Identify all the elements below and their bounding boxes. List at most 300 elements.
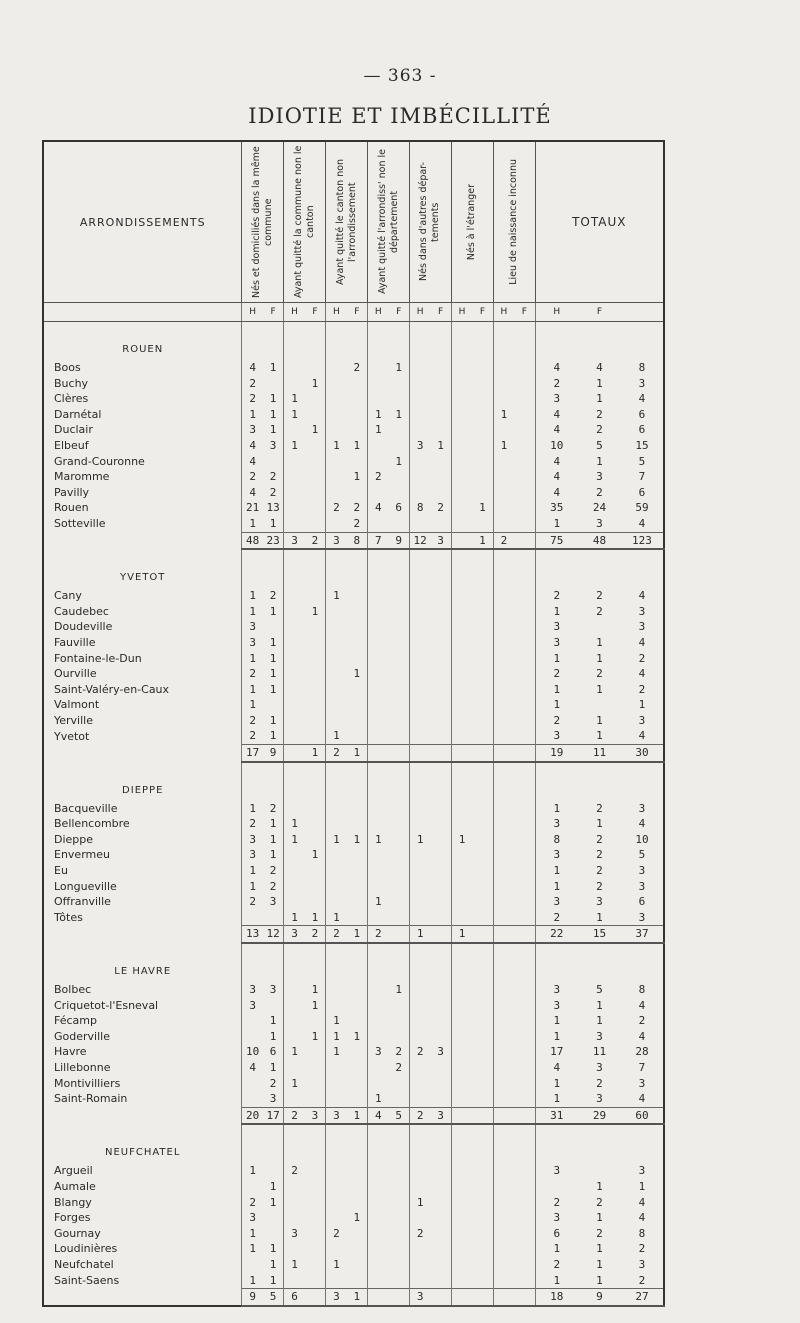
commune-name: Neufchatel — [54, 1257, 114, 1271]
total-f: 2 — [596, 1076, 603, 1090]
column-header: Nés dans d'autres dépar-tements — [409, 141, 451, 303]
value-cell — [409, 454, 430, 470]
value-cell — [409, 619, 430, 635]
value-cell: 2 — [269, 879, 277, 893]
commune-name: Saint-Valéry-en-Caux — [54, 682, 170, 696]
value-cell — [451, 469, 472, 485]
value-cell: 3 — [242, 982, 263, 998]
value-cell — [451, 816, 472, 832]
value-cell: 4 — [242, 454, 263, 470]
value-cell — [389, 697, 410, 713]
total-sum: 28 — [635, 1045, 649, 1059]
value-cell: 2 — [368, 469, 389, 485]
arrondissement-name: ROUEN — [122, 344, 164, 355]
value-cell: 1 — [451, 926, 472, 943]
total-h: 1 — [535, 651, 578, 667]
total-f: 1 — [596, 713, 603, 727]
value-cell — [305, 1060, 326, 1076]
value-cell — [409, 588, 430, 604]
value-cell: 1 — [353, 470, 361, 484]
value-cell — [472, 816, 493, 832]
total-f: 1 — [596, 651, 603, 665]
blank-cell — [535, 1124, 578, 1163]
total-sum: 4 — [638, 1092, 646, 1106]
value-cell — [514, 1044, 535, 1060]
value-cell — [430, 1195, 451, 1211]
value-cell — [284, 998, 305, 1014]
value-cell — [347, 485, 368, 501]
total-f — [578, 697, 621, 713]
value-cell — [472, 863, 493, 879]
blank-cell — [451, 1124, 472, 1163]
value-cell: 2 — [326, 926, 347, 943]
value-cell — [409, 697, 430, 713]
arrondissement-name: DIEPPE — [122, 784, 164, 796]
table-row — [43, 910, 664, 926]
value-cell — [493, 1195, 514, 1211]
blank-cell — [472, 762, 493, 801]
blank-cell — [493, 762, 514, 801]
value-cell — [409, 982, 430, 998]
value-cell — [305, 407, 326, 423]
total-sum: 8 — [638, 983, 646, 996]
value-cell — [472, 894, 493, 910]
value-cell — [514, 1060, 535, 1076]
value-cell — [451, 982, 472, 998]
commune-name — [43, 1289, 242, 1306]
blank-cell — [409, 943, 430, 982]
value-cell — [347, 1013, 368, 1029]
value-cell: 1 — [353, 1029, 361, 1043]
total-sum: 3 — [638, 910, 646, 924]
value-cell — [305, 816, 326, 832]
value-cell — [451, 1044, 472, 1060]
value-cell — [493, 651, 514, 667]
value-cell — [305, 1091, 326, 1107]
blank-cell — [451, 549, 472, 588]
value-cell — [493, 1289, 514, 1306]
value-cell — [451, 1107, 472, 1124]
hf-header-row — [43, 303, 664, 322]
value-cell — [472, 1076, 493, 1092]
total-sum: 6 — [638, 485, 646, 499]
table-row — [43, 832, 664, 848]
value-cell — [284, 1195, 305, 1211]
total-h: 1 — [535, 516, 578, 532]
value-cell: 1 — [409, 926, 430, 943]
total-f: 1 — [596, 1014, 603, 1028]
column-header: Lieu de naissance inconnu — [493, 141, 535, 303]
commune-name: Doudeville — [54, 620, 113, 634]
value-cell: 2 — [269, 470, 277, 484]
blank-cell — [284, 322, 305, 361]
total-sum: 3 — [638, 864, 646, 878]
commune-name: Saint-Saens — [54, 1273, 120, 1287]
value-cell — [368, 651, 389, 667]
value-cell — [451, 391, 472, 407]
total-f: 1 — [596, 1211, 603, 1225]
value-cell — [430, 894, 451, 910]
value-cell — [514, 1241, 535, 1257]
total-h: 4 — [535, 407, 578, 423]
value-cell — [263, 1226, 284, 1242]
value-cell — [389, 1289, 410, 1306]
value-cell — [326, 713, 347, 729]
total-f: 2 — [596, 864, 603, 878]
value-cell: 2 — [242, 894, 263, 910]
value-cell — [409, 1013, 430, 1029]
value-cell — [472, 666, 493, 682]
value-cell — [472, 1195, 493, 1211]
value-cell: 1 — [269, 392, 277, 406]
value-cell — [472, 1179, 493, 1195]
group-heading-row — [43, 1124, 664, 1163]
value-cell — [409, 666, 430, 682]
value-cell — [409, 1241, 430, 1257]
value-cell: 3 — [242, 832, 263, 848]
value-cell — [430, 407, 451, 423]
column-header: Ayant quitté la commune non le canton — [284, 141, 326, 303]
value-cell — [493, 1179, 514, 1195]
value-cell — [409, 713, 430, 729]
table-row — [43, 1241, 664, 1257]
value-cell — [347, 1257, 368, 1273]
value-cell — [409, 516, 430, 532]
value-cell — [242, 1257, 263, 1273]
value-cell — [263, 998, 284, 1014]
value-cell — [451, 454, 472, 470]
value-cell — [472, 1289, 493, 1306]
commune-name: Clères — [54, 392, 89, 406]
value-cell — [514, 454, 535, 470]
total-f: 2 — [596, 832, 603, 846]
total-sum: 6 — [638, 423, 646, 437]
value-cell — [368, 391, 389, 407]
value-cell — [409, 745, 430, 762]
table-row — [43, 863, 664, 879]
value-cell — [305, 666, 326, 682]
value-cell: 1 — [284, 391, 305, 407]
group-heading-row — [43, 322, 664, 361]
value-cell — [430, 1029, 451, 1045]
value-cell — [284, 619, 305, 635]
subtotal-row — [43, 926, 664, 943]
value-cell: 1 — [326, 728, 347, 744]
blank-cell — [578, 549, 621, 588]
blank-cell — [514, 549, 535, 588]
totaux-header: TOTAUX — [535, 141, 664, 303]
total-h: 1 — [535, 1076, 578, 1092]
value-cell — [430, 1076, 451, 1092]
value-cell — [326, 407, 347, 423]
value-cell — [368, 847, 389, 863]
hf-blank — [43, 303, 242, 322]
value-cell — [347, 1091, 368, 1107]
value-cell — [326, 360, 347, 376]
commune-name: Elbeuf — [54, 438, 89, 452]
total-f: 2 — [596, 801, 603, 815]
blank-cell — [472, 322, 493, 361]
table-row — [43, 1210, 664, 1226]
table-row — [43, 728, 664, 744]
arrondissements-header: ARRONDISSEMENTS — [79, 215, 206, 229]
value-cell — [430, 516, 451, 532]
value-cell: 3 — [269, 1092, 277, 1106]
value-cell — [430, 816, 451, 832]
value-cell — [284, 604, 305, 620]
commune-name: Darnétal — [54, 407, 102, 421]
value-cell — [409, 391, 430, 407]
blank-cell — [284, 943, 305, 982]
total-f: 2 — [596, 423, 603, 437]
total-sum: 30 — [621, 745, 664, 762]
value-cell — [451, 697, 472, 713]
h-label: H — [242, 303, 263, 322]
total-sum: 15 — [635, 438, 649, 452]
value-cell — [451, 651, 472, 667]
value-cell — [514, 1226, 535, 1242]
commune-name — [43, 1107, 242, 1124]
value-cell — [472, 407, 493, 423]
value-cell: 3 — [242, 1210, 263, 1226]
value-cell — [242, 1091, 263, 1107]
value-cell: 2 — [305, 532, 326, 549]
h-label: H — [284, 303, 305, 322]
table-row — [43, 454, 664, 470]
page-title: IDIOTIE ET IMBÉCILLITÉ — [248, 104, 552, 128]
value-cell — [389, 438, 410, 454]
value-cell: 1 — [269, 1195, 277, 1209]
h-label: H — [326, 303, 347, 322]
value-cell — [514, 682, 535, 698]
value-cell — [368, 1013, 389, 1029]
table-row — [43, 485, 664, 501]
value-cell: 1 — [326, 1257, 347, 1273]
value-cell — [472, 1091, 493, 1107]
value-cell: 1 — [326, 1029, 347, 1045]
total-sum: 5 — [638, 454, 646, 468]
value-cell — [409, 1210, 430, 1226]
value-cell: 1 — [242, 407, 263, 423]
value-cell — [514, 1273, 535, 1289]
total-sum: 4 — [638, 817, 646, 831]
value-cell — [451, 1163, 472, 1179]
value-cell — [284, 485, 305, 501]
value-cell: 1 — [326, 910, 347, 926]
total-f: 1 — [596, 635, 603, 649]
total-h: 35 — [535, 500, 578, 516]
value-cell — [493, 745, 514, 762]
value-cell — [368, 360, 389, 376]
value-cell — [430, 391, 451, 407]
total-f: 3 — [596, 1092, 603, 1106]
total-sum: 2 — [638, 1014, 646, 1028]
value-cell: 1 — [311, 910, 319, 924]
value-cell: 1 — [284, 910, 305, 926]
value-cell — [514, 1076, 535, 1092]
value-cell — [284, 1029, 305, 1045]
total-h: 19 — [535, 745, 578, 762]
total-sum: 4 — [638, 1211, 646, 1225]
value-cell: 2 — [409, 1044, 430, 1060]
value-cell — [368, 998, 389, 1014]
value-cell — [368, 485, 389, 501]
value-cell — [347, 713, 368, 729]
value-cell — [514, 1029, 535, 1045]
value-cell — [368, 745, 389, 762]
value-cell — [472, 847, 493, 863]
value-cell — [451, 728, 472, 744]
value-cell — [347, 1195, 368, 1211]
value-cell — [368, 697, 389, 713]
value-cell — [263, 910, 284, 926]
value-cell — [305, 454, 326, 470]
value-cell — [514, 1179, 535, 1195]
value-cell — [409, 1257, 430, 1273]
value-cell — [514, 516, 535, 532]
value-cell: 2 — [493, 532, 514, 549]
value-cell — [305, 485, 326, 501]
value-cell — [451, 376, 472, 392]
value-cell — [430, 588, 451, 604]
value-cell — [472, 982, 493, 998]
blank-cell — [493, 322, 514, 361]
value-cell — [389, 832, 410, 848]
commune-name: Pavilly — [54, 485, 90, 499]
value-cell: 2 — [353, 516, 361, 530]
table-row — [43, 651, 664, 667]
value-cell — [305, 1044, 326, 1060]
total-f: 2 — [596, 848, 603, 862]
value-cell — [493, 1029, 514, 1045]
value-cell — [430, 863, 451, 879]
value-cell — [514, 1257, 535, 1273]
value-cell — [472, 1273, 493, 1289]
value-cell — [430, 651, 451, 667]
value-cell — [242, 1179, 263, 1195]
column-header: Nés et domiciliés dans la même commune — [242, 141, 284, 303]
value-cell — [389, 604, 410, 620]
total-sum: 4 — [638, 1029, 646, 1043]
table-row — [43, 422, 664, 438]
h-label: H — [451, 303, 472, 322]
value-cell: 13 — [266, 501, 280, 515]
value-cell — [305, 832, 326, 848]
total-sum: 2 — [638, 1273, 646, 1287]
value-cell — [326, 485, 347, 501]
value-cell: 3 — [269, 438, 277, 452]
value-cell — [326, 682, 347, 698]
blank-cell — [389, 762, 410, 801]
blank-cell — [389, 943, 410, 982]
subtotal-row — [43, 745, 664, 762]
value-cell — [514, 1163, 535, 1179]
table-row — [43, 1195, 664, 1211]
value-cell — [430, 1179, 451, 1195]
value-cell — [347, 454, 368, 470]
value-cell — [263, 697, 284, 713]
value-cell — [430, 1091, 451, 1107]
value-cell — [514, 801, 535, 817]
value-cell — [493, 1241, 514, 1257]
value-cell — [284, 682, 305, 698]
value-cell: 1 — [242, 516, 263, 532]
value-cell — [389, 926, 410, 943]
total-f: 5 — [596, 983, 603, 996]
arrondissement-name: LE HAVRE — [114, 966, 172, 977]
blank-cell — [451, 762, 472, 801]
value-cell — [451, 745, 472, 762]
value-cell — [389, 1076, 410, 1092]
arrondissement-name: NEUFCHATEL — [105, 1147, 181, 1159]
value-cell — [451, 910, 472, 926]
value-cell — [514, 998, 535, 1014]
value-cell — [430, 635, 451, 651]
value-cell — [347, 376, 368, 392]
value-cell — [514, 894, 535, 910]
value-cell — [430, 926, 451, 943]
value-cell: 1 — [368, 407, 389, 423]
value-cell: 3 — [305, 1107, 326, 1124]
total-h: 1 — [535, 1029, 578, 1045]
value-cell — [409, 728, 430, 744]
value-cell: 1 — [326, 438, 347, 454]
blank-cell — [578, 1124, 621, 1163]
value-cell — [284, 982, 305, 998]
total-sum: 3 — [638, 1076, 646, 1090]
value-cell — [389, 816, 410, 832]
table-row — [43, 1060, 664, 1076]
value-cell: 3 — [430, 532, 451, 549]
commune-name: Longueville — [54, 879, 117, 893]
value-cell: 1 — [242, 879, 263, 895]
value-cell — [409, 801, 430, 817]
value-cell — [305, 682, 326, 698]
f-label: F — [263, 303, 284, 322]
total-h: 2 — [535, 588, 578, 604]
total-sum: 7 — [638, 1060, 646, 1074]
commune-name — [43, 926, 242, 943]
commune-name: Gournay — [54, 1226, 101, 1240]
commune-name: Argueil — [54, 1164, 93, 1178]
value-cell — [472, 728, 493, 744]
value-cell: 9 — [242, 1289, 263, 1306]
value-cell: 8 — [347, 532, 368, 549]
value-cell — [347, 1179, 368, 1195]
total-sum: 4 — [638, 667, 646, 681]
value-cell — [368, 1076, 389, 1092]
value-cell — [305, 894, 326, 910]
total-h: 3 — [535, 847, 578, 863]
total-f: 15 — [578, 926, 621, 943]
value-cell: 1 — [284, 407, 305, 423]
total-f: 2 — [596, 485, 603, 499]
value-cell — [389, 847, 410, 863]
value-cell — [326, 697, 347, 713]
value-cell — [389, 469, 410, 485]
value-cell — [347, 619, 368, 635]
value-cell: 2 — [395, 1060, 403, 1074]
value-cell: 1 — [269, 1014, 277, 1028]
total-h: 1 — [535, 879, 578, 895]
value-cell — [409, 816, 430, 832]
total-f: 2 — [596, 589, 603, 603]
value-cell — [409, 1163, 430, 1179]
value-cell — [284, 500, 305, 516]
blank-cell — [514, 1124, 535, 1163]
total-h: 4 — [535, 485, 578, 501]
table-row — [43, 1091, 664, 1107]
